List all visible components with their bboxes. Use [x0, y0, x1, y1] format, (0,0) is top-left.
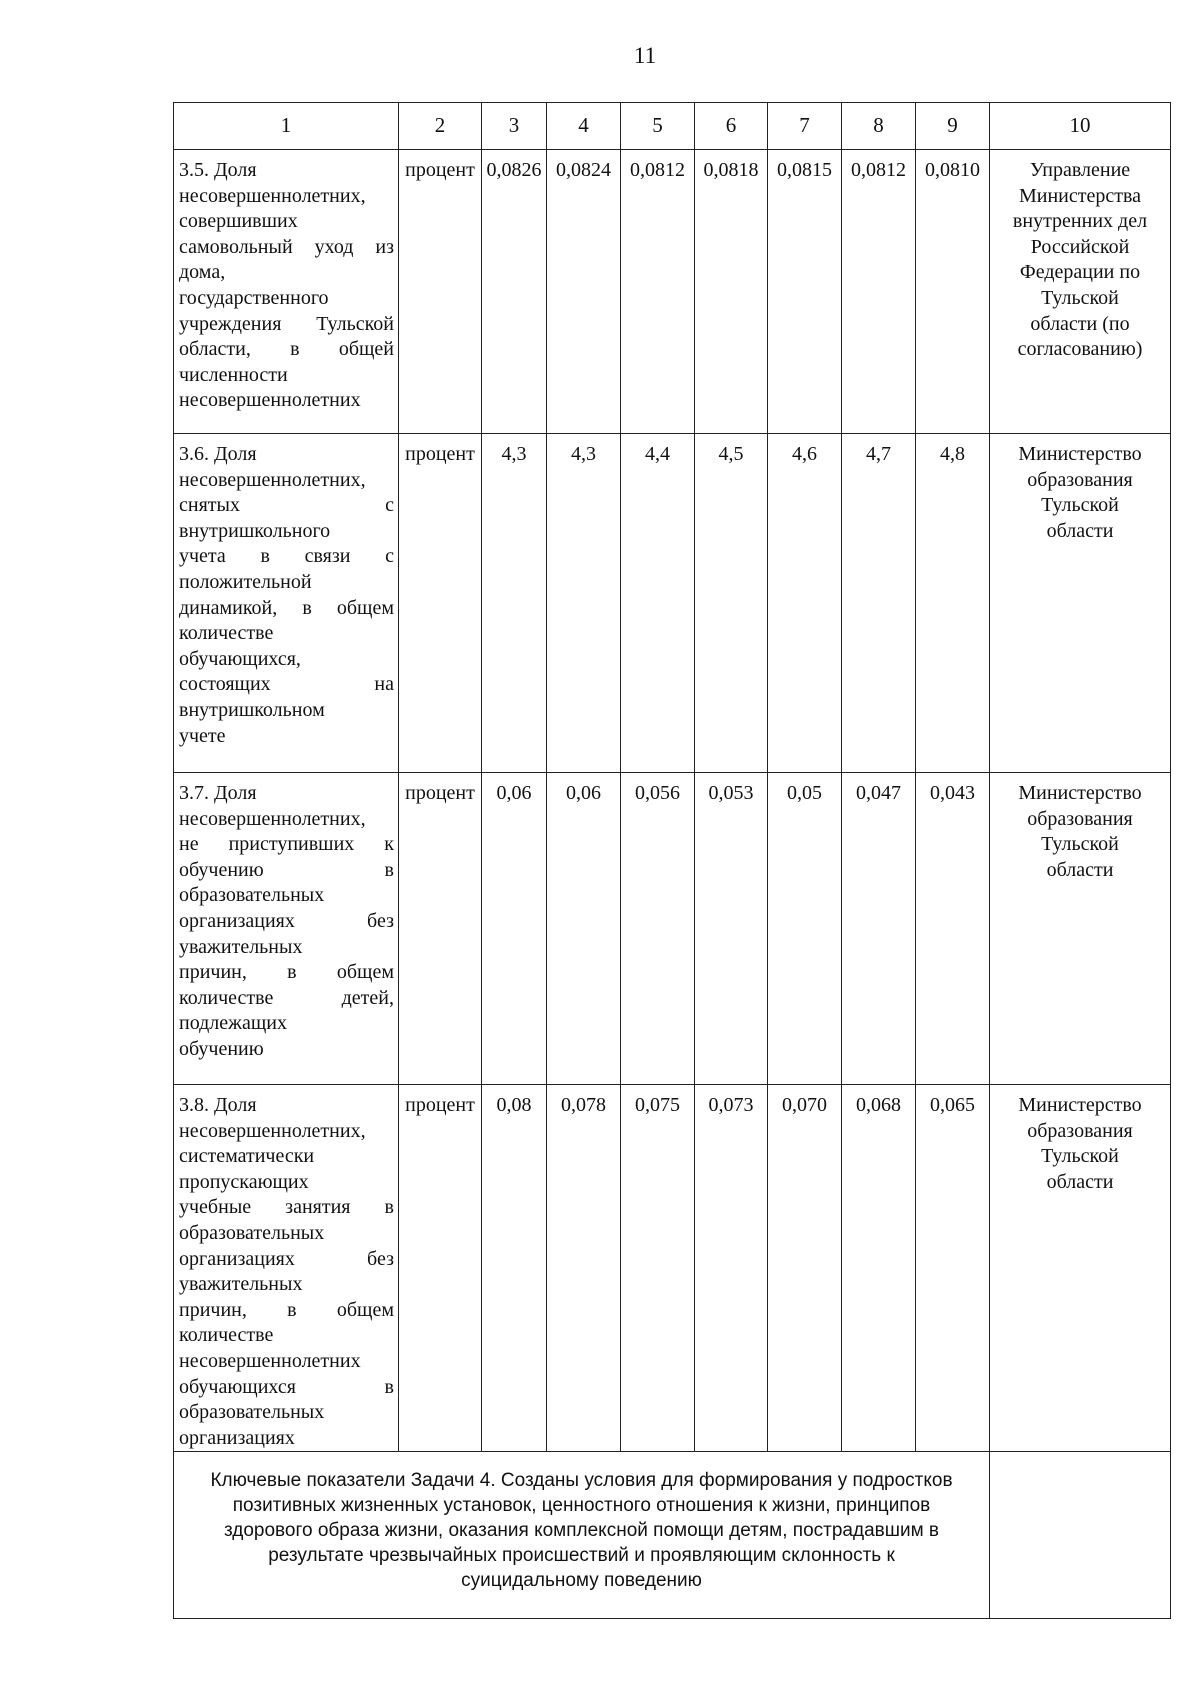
header-cell: 1: [174, 103, 399, 150]
value-cell: 0,047: [842, 773, 916, 1085]
indicator-name-line: несовершеннолетних: [179, 389, 361, 412]
indicator-name-line: организациях без: [179, 1247, 394, 1270]
value-cell: 4,8: [916, 434, 990, 773]
responsible-line: области (по: [1030, 312, 1130, 335]
indicator-name-line: снятых с: [179, 494, 394, 517]
indicator-name-line: количестве детей,: [179, 986, 394, 1009]
unit-cell: процент: [399, 1085, 482, 1452]
indicator-name-line: обучению в: [179, 858, 394, 881]
header-cell: 4: [547, 103, 621, 150]
indicator-name-line: учреждения Тульской: [179, 312, 394, 335]
responsible-line: Министерства: [1018, 184, 1142, 207]
value-cell: 0,043: [916, 773, 990, 1085]
indicator-name-line: не приступивших к: [179, 833, 394, 856]
indicator-name-line: образовательных: [179, 1401, 325, 1424]
value-cell: 0,068: [842, 1085, 916, 1452]
indicator-row: [174, 773, 1171, 1085]
indicator-name-line: области, в общей: [179, 338, 394, 361]
value-cell: 0,0812: [842, 150, 916, 434]
indicator-name-line: дома,: [179, 261, 226, 284]
value-cell: 0,053: [695, 773, 768, 1085]
responsible-line: Тульской: [1041, 1145, 1119, 1168]
indicator-name-line: 3.8. Доля: [179, 1094, 257, 1116]
responsible-cell: [990, 150, 1171, 434]
value-cell: 0,073: [695, 1085, 768, 1452]
unit-cell: процент: [399, 434, 482, 773]
indicator-name-line: совершивших: [179, 210, 298, 233]
indicator-name: [174, 1085, 399, 1452]
empty-cell: [990, 1452, 1171, 1619]
value-cell: 0,0812: [621, 150, 695, 434]
indicator-name-line: учета в связи с: [179, 545, 394, 568]
responsible-line: согласованию): [1017, 338, 1143, 361]
header-cell: 8: [842, 103, 916, 150]
header-cell: 6: [695, 103, 768, 150]
responsible-cell: [990, 1085, 1171, 1452]
value-cell: 0,0810: [916, 150, 990, 434]
footer-line: результате чрезвычайных происшествий и проявляющим склонность к: [268, 1545, 895, 1567]
responsible-line: Министерство: [1018, 1094, 1142, 1116]
indicator-name-line: учебные занятия в: [179, 1196, 394, 1219]
indicator-name-line: учете: [179, 724, 226, 747]
indicator-name-line: 3.5. Доля: [179, 159, 257, 181]
indicator-name-line: пропускающих: [179, 1170, 309, 1193]
indicator-row: [174, 1085, 1171, 1452]
indicator-row: [174, 150, 1171, 434]
value-cell: 0,075: [621, 1085, 695, 1452]
footer-line: позитивных жизненных установок, ценностного отношения к жизни, принципов: [232, 1495, 931, 1517]
value-cell: 0,056: [621, 773, 695, 1085]
responsible-cell: [990, 773, 1171, 1085]
value-cell: 0,06: [547, 773, 621, 1085]
header-cell: 7: [768, 103, 842, 150]
indicator-name-line: несовершеннолетних,: [179, 468, 366, 491]
responsible-line: образования: [1027, 468, 1133, 491]
indicator-name: [174, 150, 399, 434]
indicator-name-line: количестве: [179, 622, 274, 645]
value-cell: 0,065: [916, 1085, 990, 1452]
indicator-name-line: причин, в общем: [179, 961, 394, 984]
indicator-name-line: систематически: [179, 1145, 315, 1168]
responsible-line: Тульской: [1041, 494, 1119, 517]
header-cell: 3: [482, 103, 547, 150]
indicator-name-line: самовольный уход из: [179, 235, 394, 258]
indicator-name-line: обучению: [179, 1037, 264, 1060]
responsible-line: Министерство: [1018, 782, 1142, 804]
footer-line: Ключевые показатели Задачи 4. Созданы условия для формирования у подростков: [210, 1470, 953, 1492]
indicator-name-line: 3.7. Доля: [179, 782, 257, 804]
indicator-name-line: подлежащих: [179, 1012, 287, 1035]
indicator-name-line: внутришкольного: [179, 519, 331, 542]
indicator-name-line: обучающихся в: [179, 1375, 394, 1398]
value-cell: 4,4: [621, 434, 695, 773]
indicator-row: [174, 434, 1171, 773]
responsible-line: Федерации по: [1019, 261, 1141, 284]
value-cell: 0,0815: [768, 150, 842, 434]
value-cell: 4,5: [695, 434, 768, 773]
unit-cell: процент: [399, 773, 482, 1085]
indicator-name-line: 3.6. Доля: [179, 443, 257, 465]
indicator-name-line: положительной: [179, 570, 312, 593]
value-cell: 0,0826: [482, 150, 547, 434]
responsible-line: Российской: [1030, 235, 1130, 258]
indicator-name-line: состоящих на: [179, 673, 394, 696]
header-cell: 9: [916, 103, 990, 150]
indicator-name-line: образовательных: [179, 884, 325, 907]
indicator-name-line: государственного: [179, 286, 329, 309]
indicator-name-line: организациях без: [179, 909, 394, 932]
value-cell: 0,078: [547, 1085, 621, 1452]
value-cell: 4,3: [547, 434, 621, 773]
header-cell: 2: [399, 103, 482, 150]
value-cell: 0,06: [482, 773, 547, 1085]
responsible-line: образования: [1027, 807, 1133, 830]
responsible-line: внутренних дел: [1012, 210, 1148, 233]
value-cell: 4,7: [842, 434, 916, 773]
responsible-line: Тульской: [1041, 833, 1119, 856]
indicator-name-line: причин, в общем: [179, 1298, 394, 1321]
indicator-name-line: внутришкольном: [179, 698, 325, 721]
indicators-table: [173, 102, 1171, 1619]
task-4-heading: [174, 1452, 990, 1619]
indicator-name: [174, 434, 399, 773]
responsible-cell: [990, 434, 1171, 773]
footer-line: суицидальному поведению: [461, 1570, 702, 1592]
indicator-name-line: организациях: [179, 1426, 295, 1449]
header-cell: 10: [990, 103, 1171, 150]
unit-cell: процент: [399, 150, 482, 434]
responsible-line: Министерство: [1018, 443, 1142, 465]
responsible-line: области: [1046, 1170, 1114, 1193]
page-number: 11: [633, 43, 657, 68]
indicator-name: [174, 773, 399, 1085]
indicator-name-line: образовательных: [179, 1221, 325, 1244]
indicator-name-line: динамикой, в общем: [179, 596, 394, 619]
indicator-name-line: количестве: [179, 1324, 274, 1347]
value-cell: 0,05: [768, 773, 842, 1085]
indicator-name-line: уважительных: [179, 935, 303, 958]
indicator-name-line: несовершеннолетних,: [179, 807, 366, 830]
indicator-name-line: несовершеннолетних: [179, 1349, 361, 1372]
responsible-line: образования: [1027, 1119, 1133, 1142]
value-cell: 0,08: [482, 1085, 547, 1452]
header-cell: 5: [621, 103, 695, 150]
footer-line: здорового образа жизни, оказания комплексной помощи детям, пострадавшим в: [223, 1520, 940, 1542]
indicator-name-line: обучающихся,: [179, 647, 301, 670]
responsible-line: области: [1046, 519, 1114, 542]
indicator-name-line: уважительных: [179, 1273, 303, 1296]
indicator-name-line: численности: [179, 363, 288, 386]
responsible-line: Управление: [1029, 159, 1131, 181]
responsible-line: Тульской: [1041, 286, 1119, 309]
value-cell: 4,6: [768, 434, 842, 773]
footer-row: [174, 1452, 1171, 1619]
indicator-name-line: несовершеннолетних,: [179, 1119, 366, 1142]
value-cell: 0,070: [768, 1085, 842, 1452]
value-cell: 4,3: [482, 434, 547, 773]
value-cell: 0,0824: [547, 150, 621, 434]
indicator-name-line: несовершеннолетних,: [179, 184, 366, 207]
responsible-line: области: [1046, 858, 1114, 881]
value-cell: 0,0818: [695, 150, 768, 434]
header-row: [174, 103, 1171, 150]
